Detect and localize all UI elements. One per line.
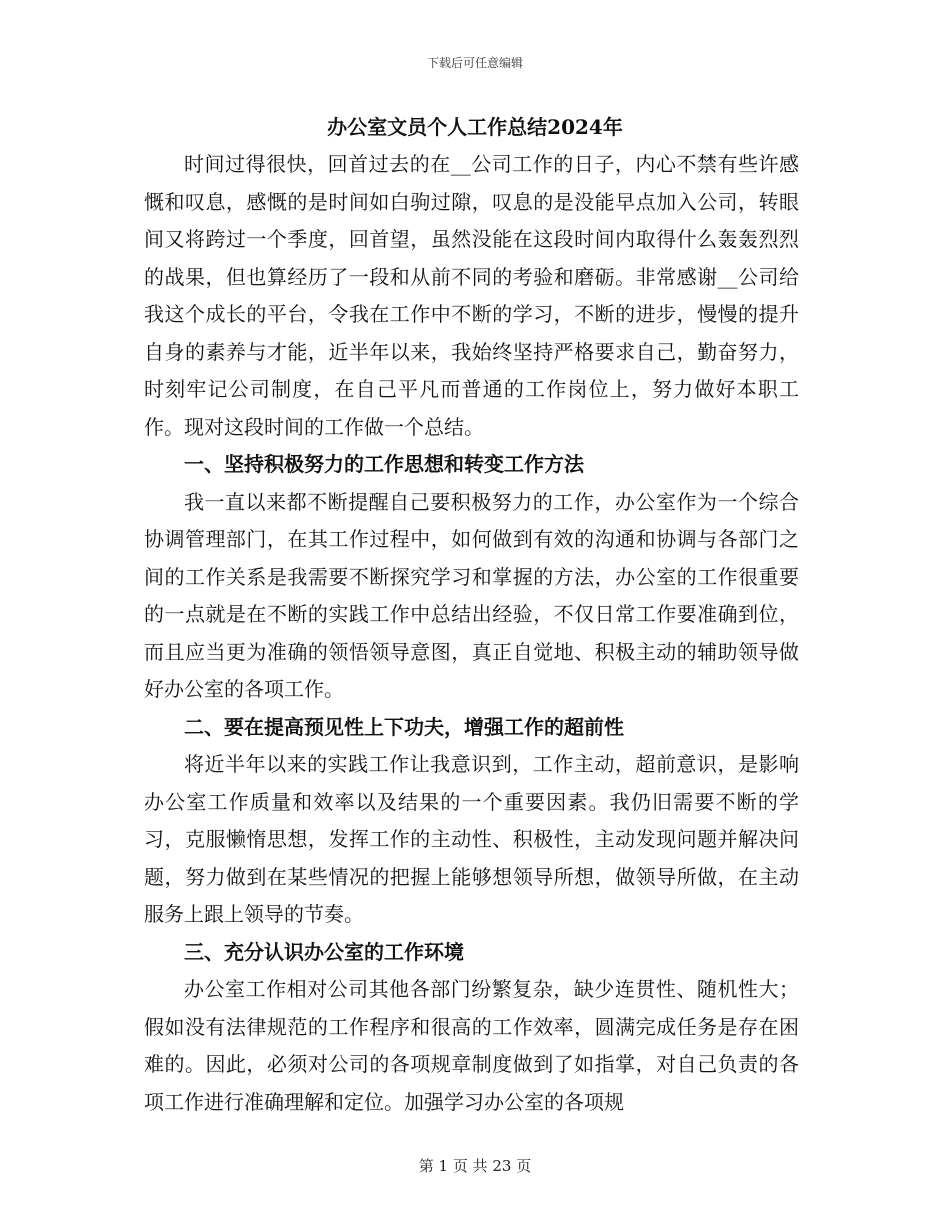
document-title: 办公室文员个人工作总结2024年 xyxy=(327,115,623,139)
page-number: 第 1 页 共 23 页 xyxy=(418,1157,532,1175)
document-body xyxy=(144,146,799,1121)
section-body-3: 办公室工作相对公司其他各部门纷繁复杂，缺少连贯性、随机性大；假如没有法律规范的工作程序和很高的工作效率，圆满完成任务是存在困难的。因此，必须对公司的各项规章制度做到了如指掌，对自己负责的各项工作进行准确理解和定位。加强学习办公室的各项规 xyxy=(144,977,799,1114)
section-heading-1: 一、坚持积极努力的工作思想和转变工作方法 xyxy=(184,452,584,476)
intro-paragraph: 时间过得很快，回首过去的在__公司工作的日子，内心不禁有些许感慨和叹息，感慨的是时间如白驹过隙，叹息的是没能早点加入公司，转眼间又将跨过一个季度，回首望，虽然没能在这段时间内取得什么轰轰烈烈的战果，但也算经历了一段和从前不同的考验和磨砺。非常感谢__公司给我这个成长的平台，令我在工作中不断的学习，不断的进步，慢慢的提升自身的素养与才能，近半年以来，我始终坚持严格要求自己，勤奋努力，时刻牢记公司制度，在自己平凡而普通的工作岗位上，努力做好本职工作。现对这段时间的工作做一个总结。 xyxy=(144,152,799,439)
section-body-1: 我一直以来都不断提醒自己要积极努力的工作，办公室作为一个综合协调管理部门，在其工作过程中，如何做到有效的沟通和协调与各部门之间的工作关系是我需要不断探究学习和掌握的方法，办公室的工作很重要的一点就是在不断的实践工作中总结出经验，不仅日常工作要准确到位，而且应当更为准确的领悟领导意图，真正自觉地、积极主动的辅助领导做好办公室的各项工作。 xyxy=(144,489,799,701)
section-heading-3: 三、充分认识办公室的工作环境 xyxy=(184,939,464,964)
header-note: 下载后可任意编辑 xyxy=(426,56,523,70)
section-heading-2: 二、要在提高预见性上下功夫，增强工作的超前性 xyxy=(184,714,624,739)
section-body-2: 将近半年以来的实践工作让我意识到，工作主动，超前意识，是影响办公室工作质量和效率以及结果的一个重要因素。我仍旧需要不断的学习，克服懒惰思想，发挥工作的主动性、积极性，主动发现问题并解决问题，努力做到在某些情况的把握上能够想领导所想，做领导所做，在主动服务上跟上领导的节奏。 xyxy=(144,752,799,926)
